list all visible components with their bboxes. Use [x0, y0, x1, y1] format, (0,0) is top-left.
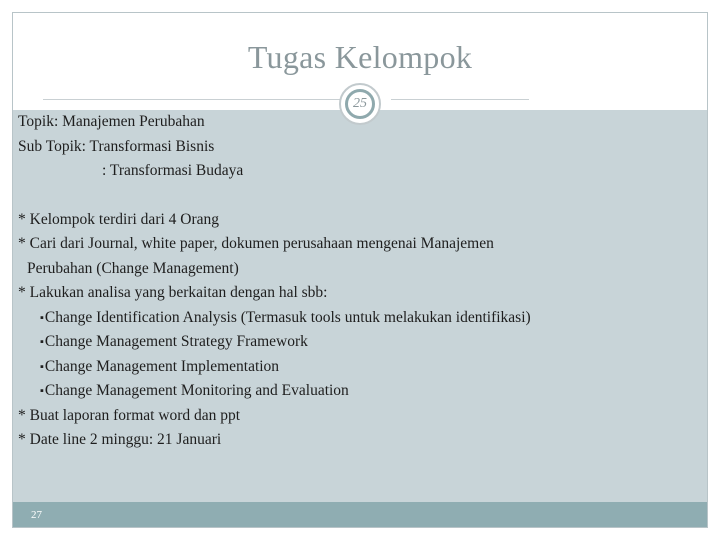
title-divider-left: [43, 99, 343, 100]
topik-line: Topik: Manajemen Perubahan: [18, 113, 205, 130]
sub-list-item: [18, 330, 688, 355]
task-item: * Date line 2 minggu: 21 Januari: [18, 431, 222, 448]
sub-list-item: [18, 379, 688, 404]
sub-list-item-text: Change Management Implementation: [44, 357, 280, 375]
slide-footer: [13, 502, 707, 527]
slide-content: [18, 110, 688, 453]
title-area: [13, 13, 707, 110]
square-bullet-icon: ▪: [40, 311, 44, 324]
sub-list-item: [18, 355, 688, 380]
sub-list-item-text: Change Management Strategy Framework: [44, 333, 308, 350]
slide-title: Tugas Kelompok: [247, 39, 473, 75]
sub-topik-line: Sub Topik: Transformasi Bisnis: [18, 137, 215, 155]
sub-list-item-text: Change Management Monitoring and Evaluation: [44, 382, 349, 399]
task-item-continuation: Perubahan (Change Management): [27, 259, 239, 277]
task-item: * Lakukan analisa yang berkaitan dengan hal sbb:: [18, 284, 328, 301]
square-bullet-icon: ▪: [40, 336, 44, 348]
sub-list-item-text: Change Identification Analysis (Termasuk tools untuk melakukan identifikasi): [44, 308, 531, 326]
square-bullet-icon: ▪: [40, 360, 44, 373]
sub-list-item: [18, 306, 688, 331]
spacer: [18, 184, 688, 208]
title-divider-right: [391, 99, 529, 100]
badge-ring: [345, 89, 375, 119]
sub-topik-line-2: : Transformasi Budaya: [102, 162, 244, 179]
slide-number-badge: [339, 83, 381, 125]
square-bullet-icon: ▪: [40, 385, 44, 397]
task-item: * Kelompok terdiri dari 4 Orang: [18, 210, 220, 228]
badge-number: 25: [353, 96, 367, 111]
task-item: * Cari dari Journal, white paper, dokumen perusahaan mengenai Manajemen: [18, 235, 494, 252]
task-item: * Buat laporan format word dan ppt: [18, 406, 241, 424]
page-number: 27: [31, 509, 42, 521]
